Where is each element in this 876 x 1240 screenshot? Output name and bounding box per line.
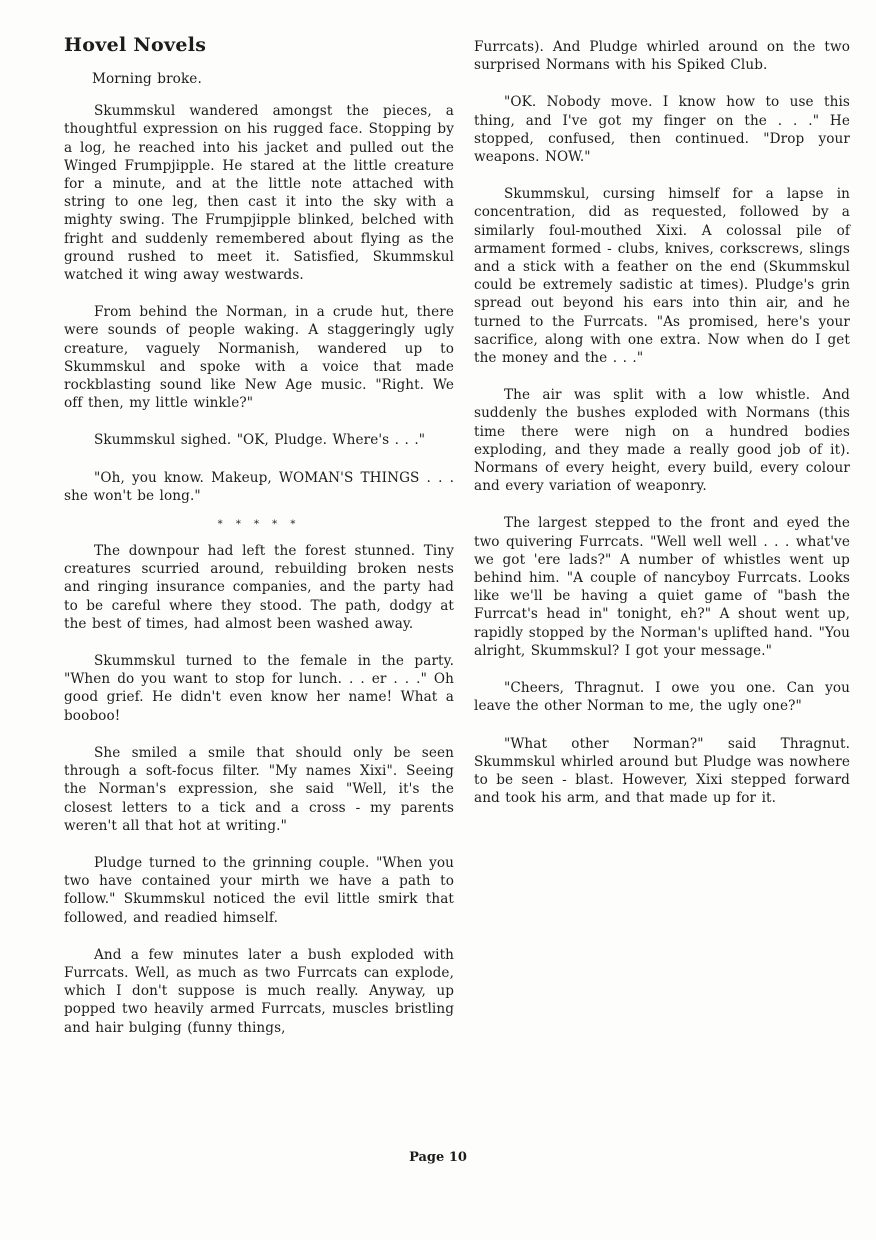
right-column (474, 38, 850, 807)
paragraph: "Oh, you know. Makeup, WOMAN'S THINGS . . . she won't be long." (64, 469, 454, 504)
section-separator: * * * * * (217, 519, 301, 531)
paragraph: Skummskul turned to the female in the party. "When do you want to stop for lunch. . . er . . ." Oh good grief. He didn't even know her name! What a booboo! (64, 653, 454, 724)
page-number: Page 10 (409, 1150, 467, 1165)
left-column (64, 34, 454, 1037)
paragraph: And a few minutes later a bush exploded with Furrcats. Well, as much as two Furrcats can explode, which I don't suppose is much really. Anyway, up popped two heavily armed Furrcats, muscles bristling and hair bulging (funny things, (64, 946, 454, 1036)
paragraph: From behind the Norman, in a crude hut, there were sounds of people waking. A staggeringly ugly creature, vaguely Normanish, wandered up to Skummskul and spoke with a voice that made rockblasting sound like New Age music. "Right. We off then, my little winkle?" (64, 304, 454, 412)
paragraph-morning: Morning broke. (92, 71, 202, 87)
paragraph: The air was split with a low whistle. And suddenly the bushes exploded with Normans (this time there were nigh on a hundred bodies exploding, and they made a really good job of it). Normans of every height, every build, every colour and every variation of weaponry. (474, 387, 850, 495)
paragraph: Skummskul, cursing himself for a lapse in concentration, did as requested, followed by a similarly foul-mouthed Xixi. A colossal pile of armament formed - clubs, knives, corkscrews, slings and a stick with a feather on the end (Skummskul could be extremely sadistic at times). Pludge's grin spread out beyond his ears into thin air, and he turned to the Furrcats. "As promised, here's your sacrifice, along with one extra. Now when do I get the money and the . . ." (474, 186, 850, 367)
paragraph: Skummskul sighed. "OK, Pludge. Where's . . ." (94, 432, 426, 449)
paragraph: The downpour had left the forest stunned. Tiny creatures scurried around, rebuilding broken nests and ringing insurance companies, and the party had to be careful where they stood. The path, dodgy at the best of times, had almost been washed away. (64, 543, 454, 632)
article-title: Hovel Novels (64, 34, 207, 56)
paragraph: The largest stepped to the front and eyed the two quivering Furrcats. "Well well well . . . what've we got 'ere lads?" A number of whistles went up behind him. "A couple of nancyboy Furrcats. Looks like we'll be having a quiet game of "bash the Furrcat's head in" tonight, eh?" A shout went up, rapidly stopped by the Norman's uplifted hand. "You alright, Skummskul? I got your message." (474, 515, 850, 659)
paragraph: "What other Norman?" said Thragnut. Skummskul whirled around but Pludge was nowhere to be seen - blast. However, Xixi stepped forward and took his arm, and that made up for it. (474, 735, 850, 807)
paragraph: Skummskul wandered amongst the pieces, a thoughtful expression on his rugged face. Stopping by a log, he reached into his jacket and pulled out the Winged Frumpjipple. He stared at the little creature for a minute, and at the little note attached with string to one leg, then cast it into the sky with a mighty swing. The Frumpjipple blinked, belched with fright and suddenly remembered about flying as the ground rushed to meet it. Satisfied, Skummskul watched it wing away westwards. (64, 103, 454, 284)
paragraph: "OK. Nobody move. I know how to use this thing, and I've got my finger on the . . ." He stopped, confused, then continued. "Drop your weapons. NOW." (474, 94, 850, 166)
paragraph: "Cheers, Thragnut. I owe you one. Can you leave the other Norman to me, the ugly one?" (474, 680, 850, 715)
paragraph: She smiled a smile that should only be seen through a soft-focus filter. "My names Xixi". Seeing the Norman's expression, she said "Well, it's the closest letters to a tick and a cross - my parents weren't all that hot at writing." (64, 744, 454, 834)
paragraph: Pludge turned to the grinning couple. "When you two have contained your mirth we have a path to follow." Skummskul noticed the evil little smirk that followed, and readied himself. (64, 854, 454, 926)
paragraph-continued: Furrcats). And Pludge whirled around on the two surprised Normans with his Spiked Club. (474, 39, 850, 74)
